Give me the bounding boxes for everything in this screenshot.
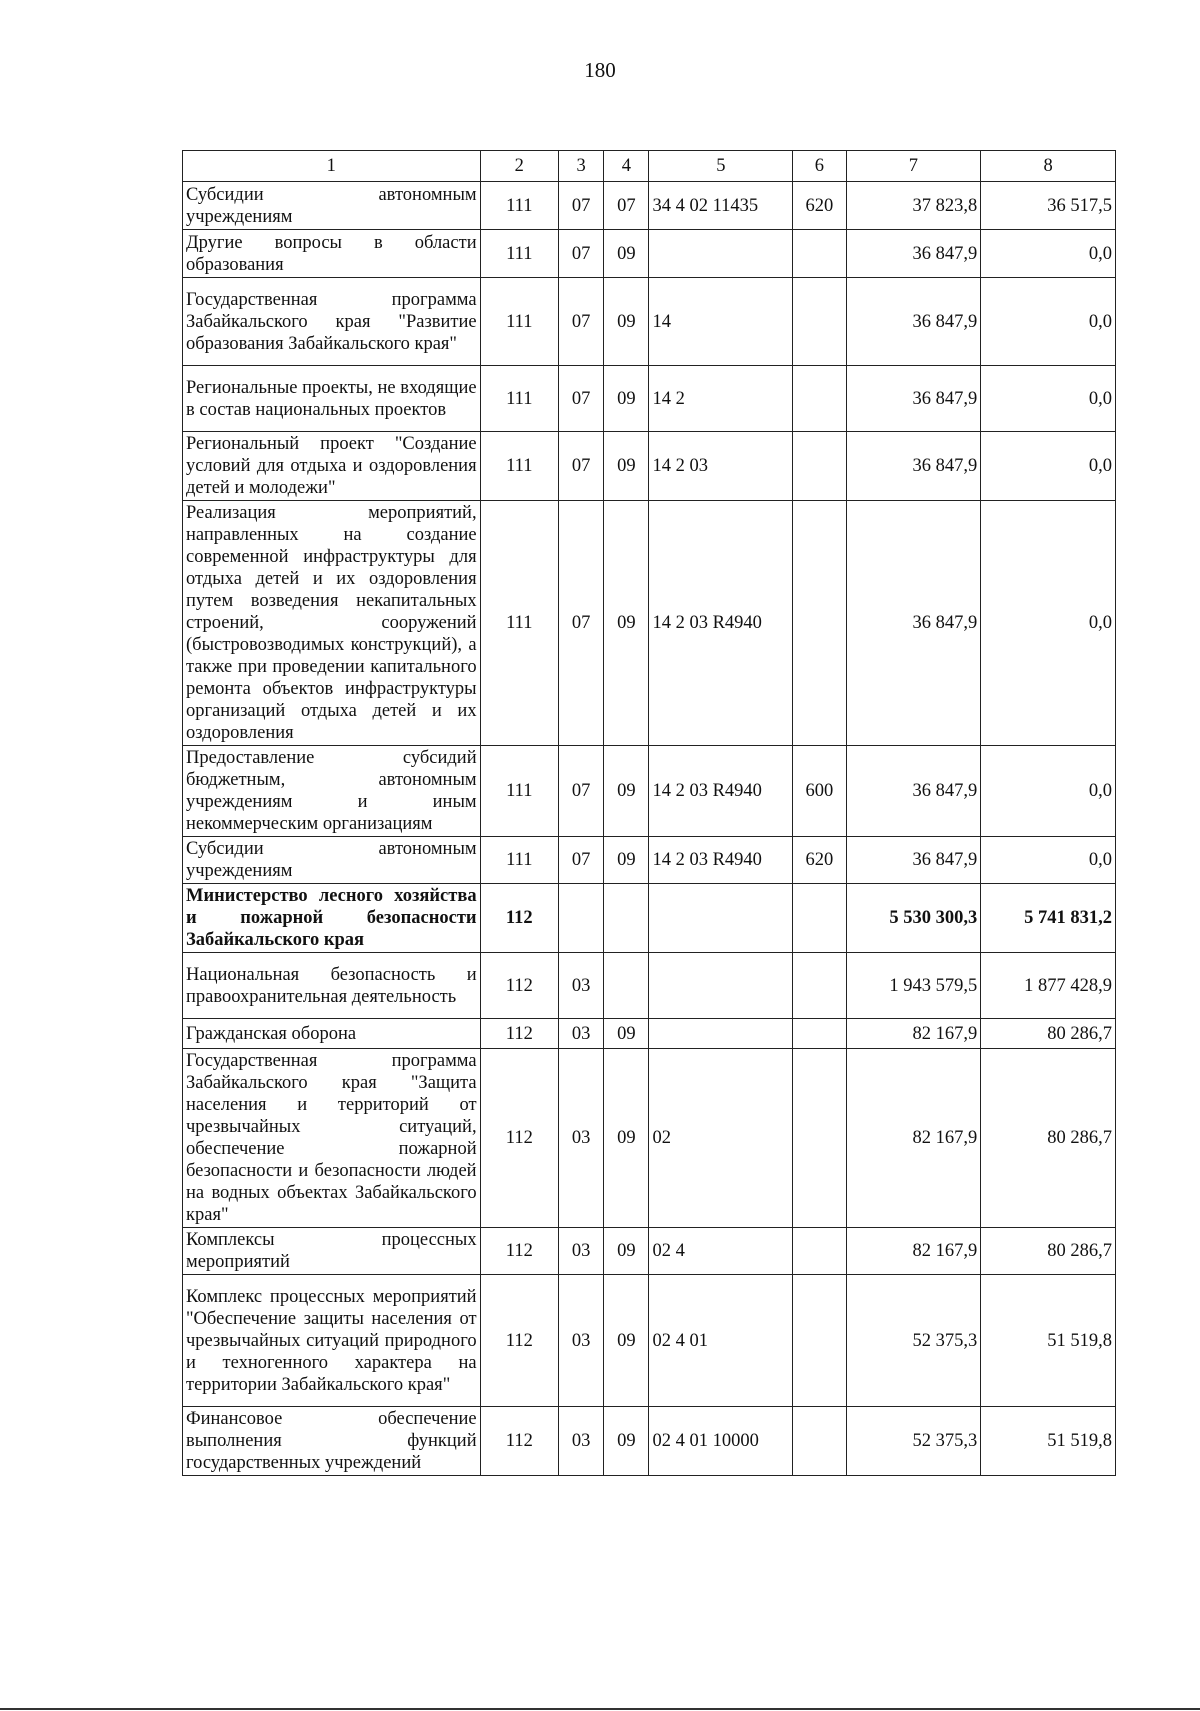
amount-year2-cell: 80 286,7 [981, 1019, 1116, 1049]
column-header: 3 [559, 151, 604, 182]
row-name-cell: Региональный проект "Создание условий для отдыха и оздоровления детей и молодежи" [183, 432, 481, 501]
expense-type-cell [793, 278, 846, 366]
expense-type-cell: 620 [793, 837, 846, 884]
row-name-cell: Субсидии автономным учреждениям [183, 182, 481, 230]
target-article-cell: 02 4 01 10000 [649, 1407, 793, 1476]
subsection-code-cell: 09 [604, 1049, 649, 1228]
table-row [183, 1049, 1116, 1228]
expense-type-cell: 600 [793, 746, 846, 837]
section-code-cell: 07 [559, 182, 604, 230]
section-code-cell: 07 [559, 366, 604, 432]
subsection-code-cell: 09 [604, 278, 649, 366]
target-article-cell: 02 4 01 [649, 1275, 793, 1407]
target-article-cell: 34 4 02 11435 [649, 182, 793, 230]
table-row [183, 1275, 1116, 1407]
row-name-cell: Гражданская оборона [183, 1019, 481, 1049]
amount-year1-cell: 36 847,9 [846, 432, 981, 501]
subsection-code-cell: 09 [604, 1275, 649, 1407]
expense-type-cell [793, 884, 846, 953]
amount-year1-cell: 82 167,9 [846, 1019, 981, 1049]
ministry-code-cell: 111 [480, 230, 558, 278]
row-name-cell: Комплекс процессных мероприятий "Обеспечение защиты населения от чрезвычайных ситуаций природного и техногенного характера на территории Забайкальского края" [183, 1275, 481, 1407]
ministry-code-cell: 112 [480, 1019, 558, 1049]
row-name-cell: Реализация мероприятий, направленных на создание современной инфраструктуры для отдыха детей и их оздоровления путем возведения некапитальных строений, сооружений (быстровозводимых конструкций), а также при проведении капитального ремонта объектов инфраструктуры организаций отдыха детей и их оздоровления [183, 501, 481, 746]
column-header: 6 [793, 151, 846, 182]
section-code-cell: 03 [559, 1407, 604, 1476]
section-code-cell: 07 [559, 432, 604, 501]
amount-year2-cell: 51 519,8 [981, 1407, 1116, 1476]
ministry-code-cell: 112 [480, 1228, 558, 1275]
header-row [183, 151, 1116, 182]
section-code-cell: 07 [559, 837, 604, 884]
subsection-code-cell: 09 [604, 837, 649, 884]
subsection-code-cell: 09 [604, 1019, 649, 1049]
target-article-cell [649, 1019, 793, 1049]
amount-year2-cell: 1 877 428,9 [981, 953, 1116, 1019]
target-article-cell [649, 884, 793, 953]
ministry-code-cell: 111 [480, 278, 558, 366]
target-article-cell: 14 2 03 R4940 [649, 837, 793, 884]
table-body [183, 182, 1116, 1476]
target-article-cell: 14 2 03 R4940 [649, 501, 793, 746]
column-header: 2 [480, 151, 558, 182]
target-article-cell: 14 [649, 278, 793, 366]
amount-year2-cell: 0,0 [981, 432, 1116, 501]
table-row [183, 432, 1116, 501]
column-header: 8 [981, 151, 1116, 182]
expense-type-cell [793, 501, 846, 746]
table-row [183, 182, 1116, 230]
section-code-cell: 03 [559, 1275, 604, 1407]
amount-year1-cell: 52 375,3 [846, 1275, 981, 1407]
amount-year1-cell: 5 530 300,3 [846, 884, 981, 953]
target-article-cell: 14 2 03 R4940 [649, 746, 793, 837]
subsection-code-cell: 09 [604, 1407, 649, 1476]
ministry-code-cell: 112 [480, 1407, 558, 1476]
row-name-cell: Государственная программа Забайкальского края "Развитие образования Забайкальского края" [183, 278, 481, 366]
subsection-code-cell: 09 [604, 432, 649, 501]
ministry-code-cell: 111 [480, 432, 558, 501]
target-article-cell: 14 2 03 [649, 432, 793, 501]
amount-year1-cell: 1 943 579,5 [846, 953, 981, 1019]
expense-type-cell [793, 366, 846, 432]
table-row [183, 884, 1116, 953]
section-code-cell: 07 [559, 746, 604, 837]
column-header: 1 [183, 151, 481, 182]
section-code-cell: 03 [559, 1049, 604, 1228]
subsection-code-cell: 09 [604, 366, 649, 432]
subsection-code-cell: 09 [604, 746, 649, 837]
ministry-code-cell: 111 [480, 501, 558, 746]
amount-year1-cell: 36 847,9 [846, 501, 981, 746]
ministry-code-cell: 111 [480, 366, 558, 432]
ministry-code-cell: 112 [480, 884, 558, 953]
amount-year1-cell: 82 167,9 [846, 1049, 981, 1228]
column-header: 7 [846, 151, 981, 182]
expense-type-cell [793, 432, 846, 501]
amount-year2-cell: 80 286,7 [981, 1228, 1116, 1275]
amount-year1-cell: 36 847,9 [846, 837, 981, 884]
table-row [183, 1019, 1116, 1049]
amount-year2-cell: 0,0 [981, 837, 1116, 884]
column-header: 5 [649, 151, 793, 182]
ministry-code-cell: 112 [480, 953, 558, 1019]
table-row [183, 230, 1116, 278]
subsection-code-cell [604, 953, 649, 1019]
section-code-cell: 07 [559, 501, 604, 746]
amount-year1-cell: 52 375,3 [846, 1407, 981, 1476]
row-name-cell: Комплексы процессных мероприятий [183, 1228, 481, 1275]
ministry-code-cell: 112 [480, 1049, 558, 1228]
amount-year2-cell: 80 286,7 [981, 1049, 1116, 1228]
expense-type-cell [793, 1019, 846, 1049]
amount-year1-cell: 36 847,9 [846, 278, 981, 366]
budget-table [182, 150, 1116, 1476]
amount-year2-cell: 0,0 [981, 230, 1116, 278]
ministry-code-cell: 112 [480, 1275, 558, 1407]
target-article-cell [649, 953, 793, 1019]
amount-year1-cell: 36 847,9 [846, 366, 981, 432]
subsection-code-cell [604, 884, 649, 953]
amount-year2-cell: 0,0 [981, 278, 1116, 366]
expense-type-cell [793, 1275, 846, 1407]
row-name-cell: Министерство лесного хозяйства и пожарной безопасности Забайкальского края [183, 884, 481, 953]
table-row [183, 366, 1116, 432]
row-name-cell: Предоставление субсидий бюджетным, автономным учреждениям и иным некоммерческим организациям [183, 746, 481, 837]
ministry-code-cell: 111 [480, 746, 558, 837]
table-row [183, 837, 1116, 884]
amount-year1-cell: 36 847,9 [846, 230, 981, 278]
target-article-cell: 02 4 [649, 1228, 793, 1275]
row-name-cell: Другие вопросы в области образования [183, 230, 481, 278]
amount-year1-cell: 37 823,8 [846, 182, 981, 230]
target-article-cell: 14 2 [649, 366, 793, 432]
section-code-cell: 07 [559, 230, 604, 278]
subsection-code-cell: 09 [604, 230, 649, 278]
ministry-code-cell: 111 [480, 182, 558, 230]
amount-year2-cell: 36 517,5 [981, 182, 1116, 230]
subsection-code-cell: 09 [604, 501, 649, 746]
amount-year2-cell: 0,0 [981, 746, 1116, 837]
amount-year1-cell: 82 167,9 [846, 1228, 981, 1275]
section-code-cell: 03 [559, 1228, 604, 1275]
ministry-code-cell: 111 [480, 837, 558, 884]
subsection-code-cell: 07 [604, 182, 649, 230]
row-name-cell: Государственная программа Забайкальского края "Защита населения и территорий от чрезвычайных ситуаций, обеспечение пожарной безопасности и безопасности людей на водных объектах Забайкальского края" [183, 1049, 481, 1228]
expense-type-cell [793, 1228, 846, 1275]
table-row [183, 1407, 1116, 1476]
page-number: 180 [584, 58, 616, 82]
table-row [183, 953, 1116, 1019]
target-article-cell: 02 [649, 1049, 793, 1228]
table-row [183, 278, 1116, 366]
expense-type-cell: 620 [793, 182, 846, 230]
section-code-cell: 03 [559, 1019, 604, 1049]
row-name-cell: Финансовое обеспечение выполнения функций государственных учреждений [183, 1407, 481, 1476]
column-header: 4 [604, 151, 649, 182]
table-row [183, 1228, 1116, 1275]
amount-year2-cell: 51 519,8 [981, 1275, 1116, 1407]
row-name-cell: Региональные проекты, не входящие в состав национальных проектов [183, 366, 481, 432]
section-code-cell: 07 [559, 278, 604, 366]
amount-year2-cell: 5 741 831,2 [981, 884, 1116, 953]
subsection-code-cell: 09 [604, 1228, 649, 1275]
amount-year2-cell: 0,0 [981, 366, 1116, 432]
expense-type-cell [793, 953, 846, 1019]
expense-type-cell [793, 1407, 846, 1476]
table-row [183, 501, 1116, 746]
scan-edge-line [0, 1708, 1200, 1710]
row-name-cell: Субсидии автономным учреждениям [183, 837, 481, 884]
section-code-cell [559, 884, 604, 953]
target-article-cell [649, 230, 793, 278]
amount-year2-cell: 0,0 [981, 501, 1116, 746]
amount-year1-cell: 36 847,9 [846, 746, 981, 837]
section-code-cell: 03 [559, 953, 604, 1019]
expense-type-cell [793, 1049, 846, 1228]
row-name-cell: Национальная безопасность и правоохранительная деятельность [183, 953, 481, 1019]
table-row [183, 746, 1116, 837]
expense-type-cell [793, 230, 846, 278]
